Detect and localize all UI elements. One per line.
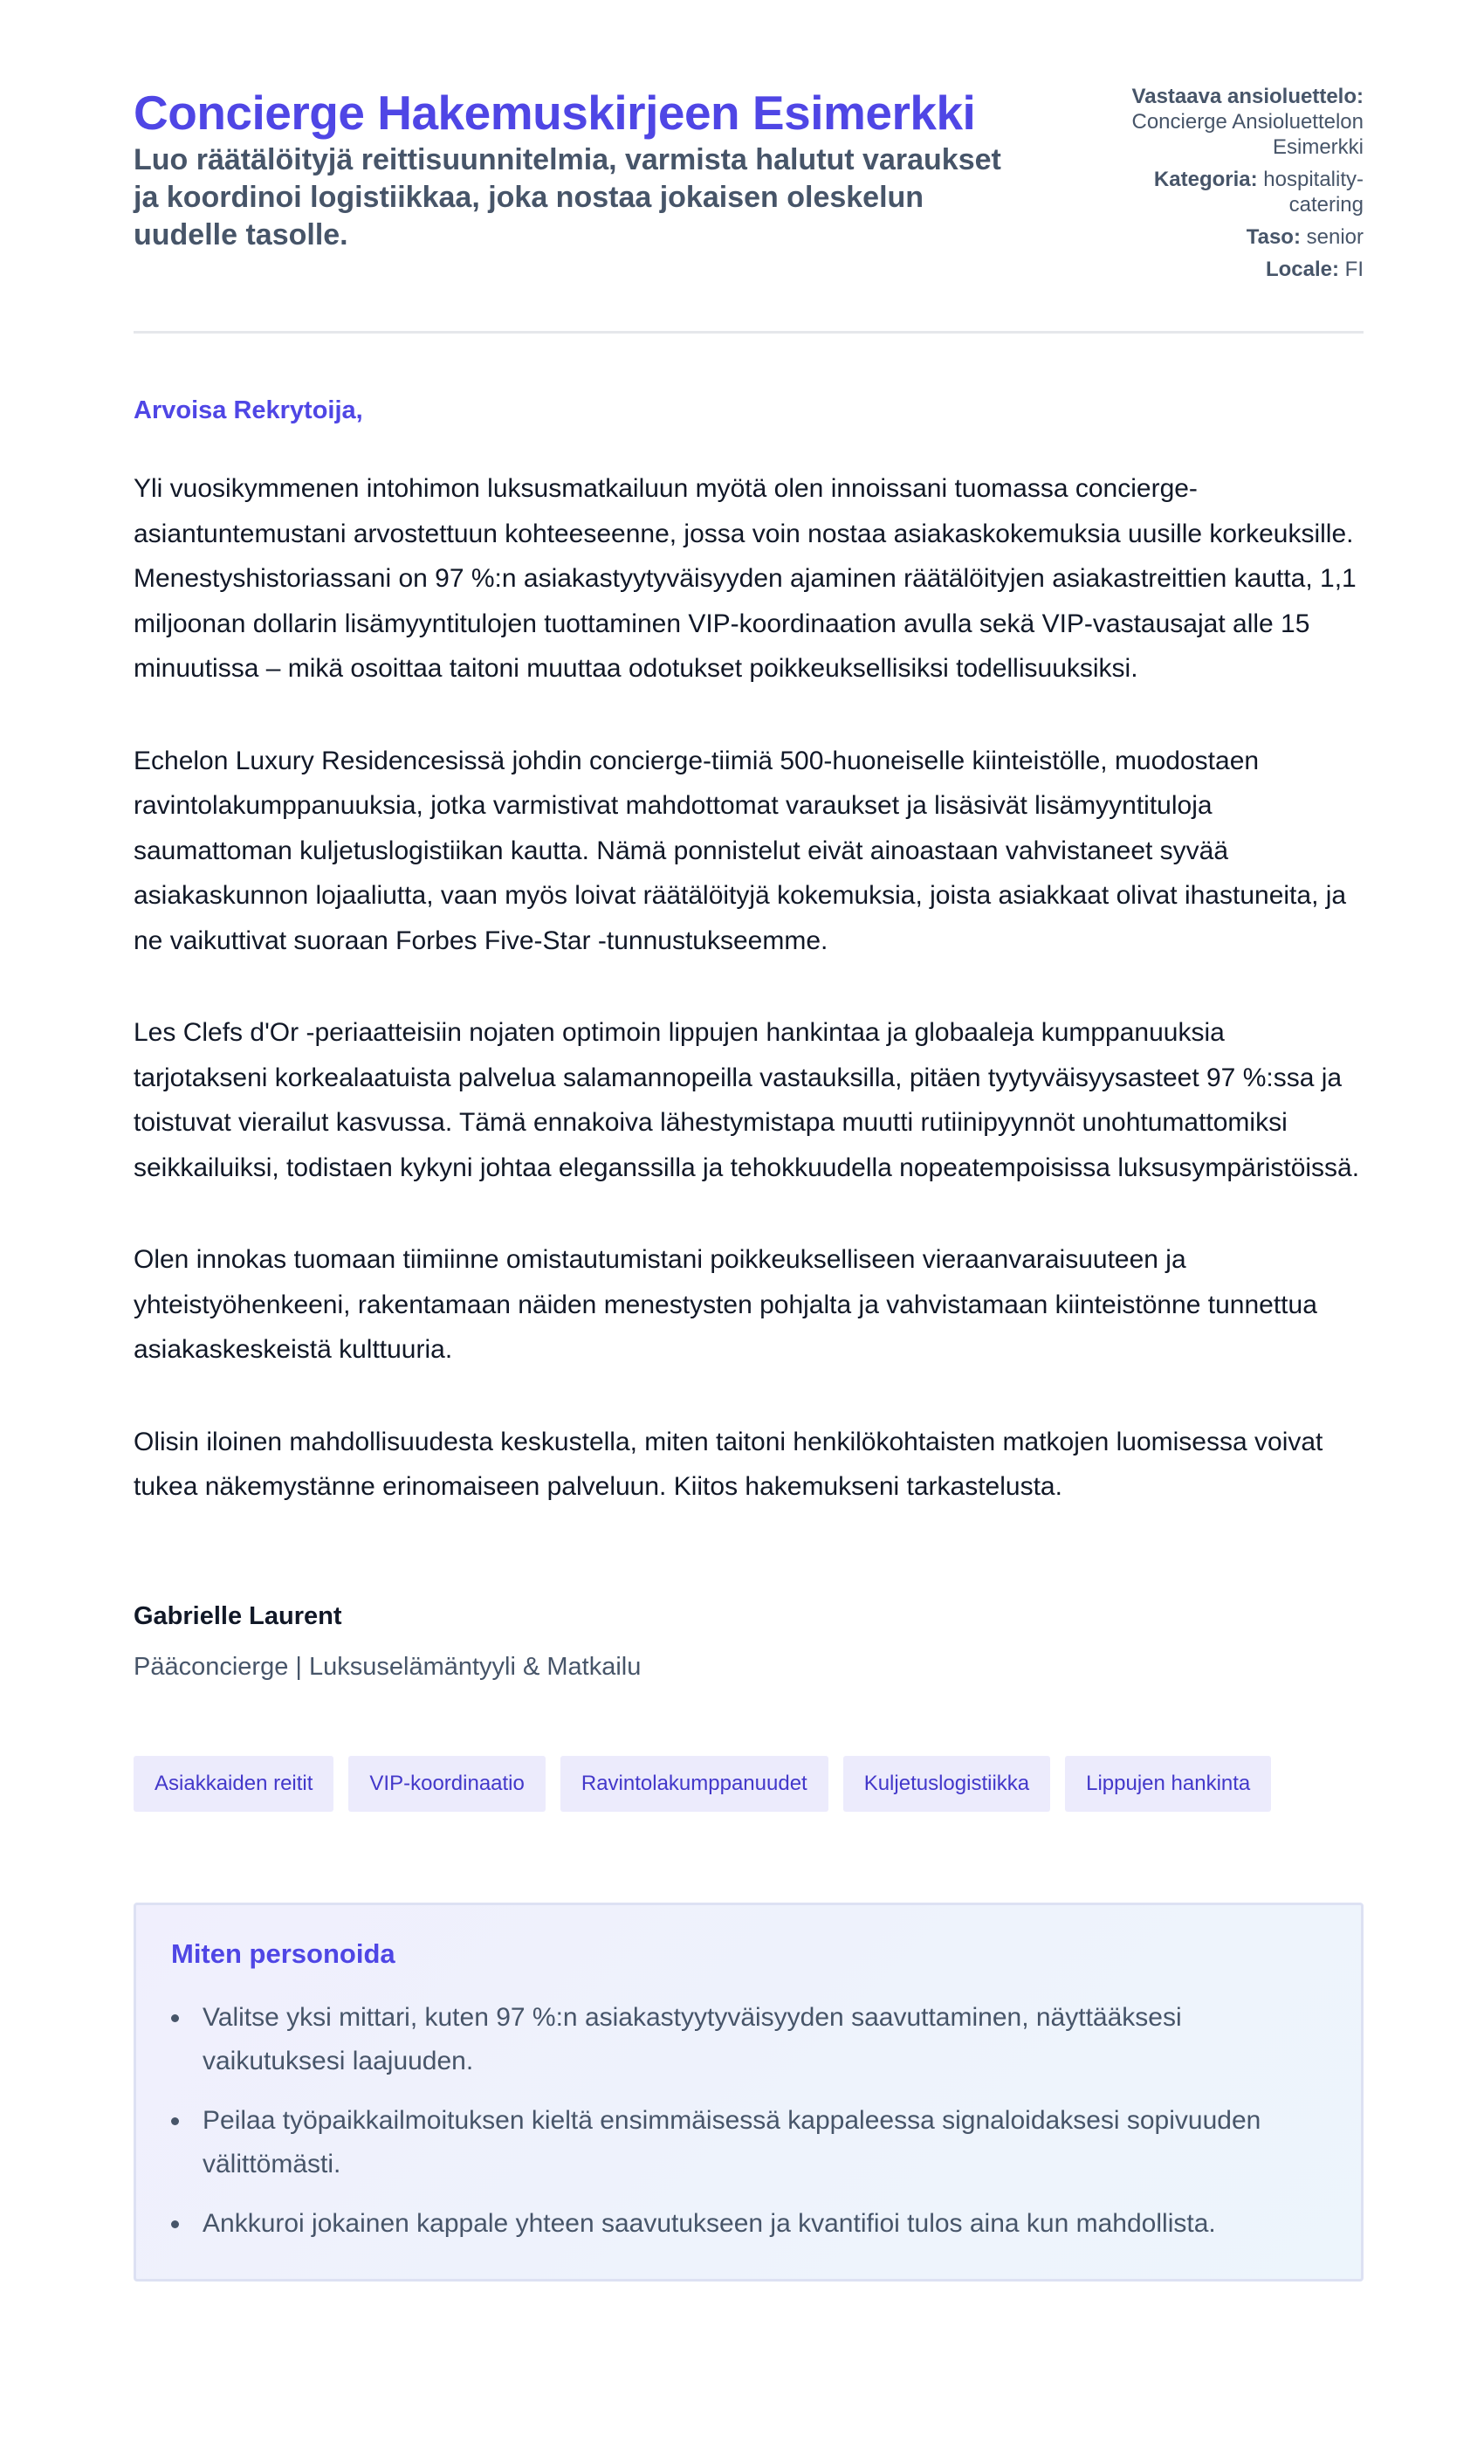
meta-category-label: Kategoria: [1153,168,1258,191]
page-title: Concierge Hakemuskirjeen Esimerkki [134,86,976,140]
meta-locale-label: Locale: [1265,258,1339,281]
tips-list-item [203,1996,1326,2083]
letter-body [134,334,1364,1683]
letter-paragraph: Olen innokas tuomaan tiimiinne omistautumistani poikkeukselliseen vieraanvaraisuuteen ja yhteistyöhenkeeni, rakentamaan näiden menestysten pohjalta ja vahvistamaan kiinteistönne tunnettua asiakaskeskeistä kulttuuria. [134,1245,1317,1364]
meta-info [1102,84,1364,289]
tips-title: Miten personoida [171,1937,395,1969]
meta-level [1102,224,1364,250]
signature-block [134,1600,1364,1683]
letter-paragraph: Echelon Luxury Residencesissä johdin concierge-tiimiä 500-huoneiselle kiinteistölle, muodostaen ravintolakumppanuuksia, jotka varmistivat mahdottomat varaukset ja lisäsivät lisämyyntituloja saumattoman kuljetuslogistiikan kautta. Nämä ponnistelut eivät ainoastaan vahvistaneet syvää asiakaskunnon lojaaliutta, vaan myös loivat räätälöityjä kokemuksia, joista asiakkaat olivat ihastuneita, ja ne vaikuttivat suoraan Forbes Five-Star -tunnustukseemme. [134,746,1347,955]
tip-text: Ankkuroi jokainen kappale yhteen saavutukseen ja kvantifioi tulos aina kun mahdollista. [203,2208,1216,2238]
personalization-tips-panel [134,1903,1364,2282]
signature-name: Gabrielle Laurent [134,1601,342,1630]
tip-text: Peilaa työpaikkailmoituksen kieltä ensimmäisessä kappaleessa signaloidaksesi sopivuuden välittömästi. [203,2105,1261,2178]
tips-list [171,1996,1326,2246]
meta-resume-label: Vastaava ansioluettelo: [1131,85,1364,108]
skill-tag: Ravintolakumppanuudet [560,1756,828,1812]
page-subtitle: Luo räätälöityjä reittisuunnitelmia, varmista halutut varaukset ja koordinoi logistiikkaa, joka nostaa jokaisen oleskelun uudelle tasolle. [134,143,1001,251]
cover-letter-page [134,0,1364,2282]
skill-tags [134,1756,1364,1812]
page-header [134,0,1364,334]
salutation: Arvoisa Rekrytoija, [134,396,363,424]
letter-paragraph: Les Clefs d'Or -periaatteisiin nojaten optimoin lippujen hankintaa ja globaaleja kumppanuuksia tarjotakseni korkealaatuista palvelua salamannopeilla vastauksilla, pitäen tyytyväisyysasteet 97 %:ssa ja toistuvat vierailut kasvussa. Tämä ennakoiva lähestymistapa muutti rutiinipyynnöt unohtumattomiksi seikkailuiksi, todistaen kykyni johtaa eleganssilla ja tehokkuudella nopeatempoisissa luksusympäristöissä. [134,1018,1360,1182]
meta-level-label: Taso: [1246,225,1301,249]
tips-list-item [203,2202,1326,2246]
skill-tag: Kuljetuslogistiikka [843,1756,1050,1812]
skill-tag: Lippujen hankinta [1065,1756,1271,1812]
tips-list-item [203,2099,1326,2186]
letter-paragraph: Olisin iloinen mahdollisuudesta keskustella, miten taitoni henkilökohtaisten matkojen luomisessa voivat tukea näkemystänne erinomaiseen palveluun. Kiitos hakemukseni tarkastelusta. [134,1427,1323,1501]
bullet-icon [171,2220,179,2228]
meta-level-value: senior [1306,225,1364,249]
bullet-icon [171,2014,179,2022]
meta-resume-value: Concierge Ansioluettelon Esimerkki [1131,110,1364,159]
meta-category-value: hospitality-catering [1263,168,1364,217]
meta-locale [1102,257,1364,282]
skill-tag: Asiakkaiden reitit [134,1756,333,1812]
bullet-icon [171,2117,179,2125]
meta-locale-value: FI [1344,258,1364,281]
header-titles [134,84,1041,254]
letter-paragraph: Yli vuosikymmenen intohimon luksusmatkailuun myötä olen innoissani tuomassa concierge-asiantuntemustani arvostettuun kohteeseenne, jossa voin nostaa asiakaskokemuksia uusille korkeuksille. Menestyshistoriassani on 97 %:n asiakastyytyväisyyden ajaminen räätälöityjen asiakastreittien kautta, 1,1 miljoonan dollarin lisämyyntitulojen tuottaminen VIP-koordinaation avulla sekä VIP-vastausajat alle 15 minuutissa – mikä osoittaa taitoni muuttaa odotukset poikkeuksellisiksi todellisuuksiksi. [134,474,1357,683]
signature-role: Pääconcierge | Luksuselämäntyyli & Matkailu [134,1652,642,1681]
meta-category [1102,167,1364,217]
meta-resume [1102,84,1364,160]
skill-tag: VIP-koordinaatio [348,1756,545,1812]
tip-text: Valitse yksi mittari, kuten 97 %:n asiakastyytyväisyyden saavuttaminen, näyttääksesi vaikutuksesi laajuuden. [203,2002,1182,2075]
